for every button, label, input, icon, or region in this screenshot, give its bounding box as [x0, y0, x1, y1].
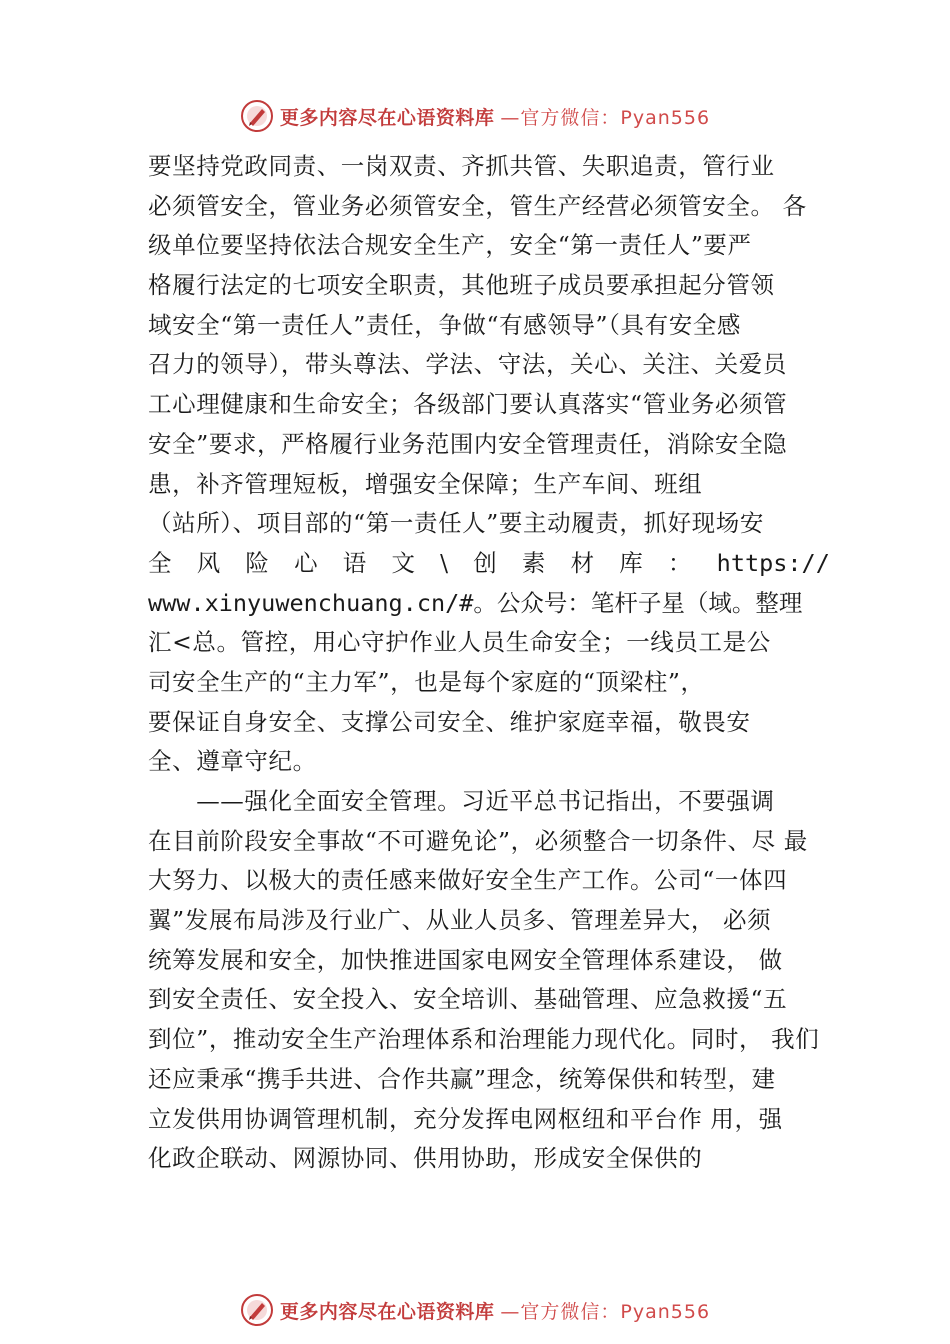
text-line: 级单位要坚持依法合规安全生产，安全“第一责任人”要严 — [148, 231, 752, 260]
text-line: 要保证自身安全、支撑公司安全、维护家庭幸福，敬畏安 — [148, 707, 751, 736]
text-line: 格履行法定的七项安全职责，其他班子成员要承担起分管领 — [148, 271, 775, 300]
footer-banner — [0, 1290, 950, 1330]
text-line: 翼”发展布局涉及行业广、从业人员多、管理差异大， 必须 — [148, 906, 772, 935]
header-banner — [0, 96, 950, 136]
text-line: （站所）、项目部的“第一责任人”要主动履责，抓好现场安 — [148, 509, 764, 538]
spread-char: 库 — [619, 548, 644, 577]
url-text: https:// — [716, 548, 830, 577]
footer-wechat-text: —官方微信：Pyan556 — [500, 1300, 711, 1323]
spread-char: ： — [667, 548, 693, 577]
spread-char: 语 — [342, 548, 367, 577]
text-line: 必须管安全，管业务必须管安全，管生产经营必须管安全。 各 — [148, 191, 807, 220]
text-line: 安全”要求，严格履行业务范围内安全管理责任，消除安全隐 — [148, 429, 788, 458]
spread-char: 全 — [148, 548, 173, 577]
text-line: 召力的领导），带头尊法、学法、守法，关心、关注、关爱员 — [148, 350, 787, 379]
spread-char: 险 — [245, 548, 270, 577]
text-line: www.xinyuwenchuang.cn/#。公众号：笔杆子星（域。整理 — [148, 588, 803, 617]
text-line: 化政企联动、网源协同、供用协助，形成安全保供的 — [148, 1144, 703, 1173]
text-line: 汇<总。管控，用心守护作业人员生命安全；一线员工是公 — [148, 628, 771, 657]
text-line-spread — [148, 544, 830, 584]
text-line: 司安全生产的“主力军”，也是每个家庭的“顶梁柱”， — [148, 667, 705, 696]
spread-char: 风 — [196, 548, 221, 577]
brand-logo-icon — [240, 1293, 274, 1327]
text-line: 在目前阶段安全事故“不可避免论”，必须整合一切条件、尽 最 — [148, 826, 808, 855]
text-line: 工心理健康和生命安全；各级部门要认真落实“管业务必须管 — [148, 390, 788, 419]
text-line: 要坚持党政同责、一岗双责、齐抓共管、失职追责，管行业 — [148, 152, 775, 180]
spread-char: 创 — [473, 548, 498, 577]
spread-char: 素 — [521, 548, 547, 577]
text-line: ——强化全面安全管理。习近平总书记指出，不要强调 — [148, 787, 775, 815]
text-line: 还应秉承“携手共进、合作共赢”理念，统筹保供和转型，建 — [148, 1064, 776, 1093]
text-line: 域安全“第一责任人”责任，争做“有感领导”（具有安全感 — [148, 310, 742, 339]
text-line: 立发供用协调管理机制，充分发挥电网枢纽和平台作 用，强 — [148, 1104, 783, 1133]
text-line: 患，补齐管理短板，增强安全保障；生产车间、班组 — [148, 469, 703, 498]
footer-brand-text: 更多内容尽在心语资料库 — [279, 1300, 495, 1323]
spread-char: 文 — [391, 548, 416, 577]
spread-char: 材 — [570, 548, 595, 577]
text-line: 大努力、以极大的责任感来做好安全生产工作。公司“一体四 — [148, 866, 788, 895]
text-line: 到安全责任、安全投入、安全培训、基础管理、应急救援“五 — [148, 985, 788, 1014]
header-wechat-text: —官方微信：Pyan556 — [500, 106, 711, 129]
text-line: 到位”，推动安全生产治理体系和治理能力现代化。同时， 我们 — [148, 1025, 820, 1054]
text-line: 全、遵章守纪。 — [148, 747, 317, 776]
text-line: 统筹发展和安全，加快推进国家电网安全管理体系建设， 做 — [148, 945, 783, 974]
spread-char: 心 — [294, 548, 319, 577]
spread-char: \ — [440, 548, 449, 577]
header-brand-text: 更多内容尽在心语资料库 — [279, 106, 495, 129]
brand-logo-icon — [240, 99, 274, 133]
document-body — [148, 147, 830, 1179]
